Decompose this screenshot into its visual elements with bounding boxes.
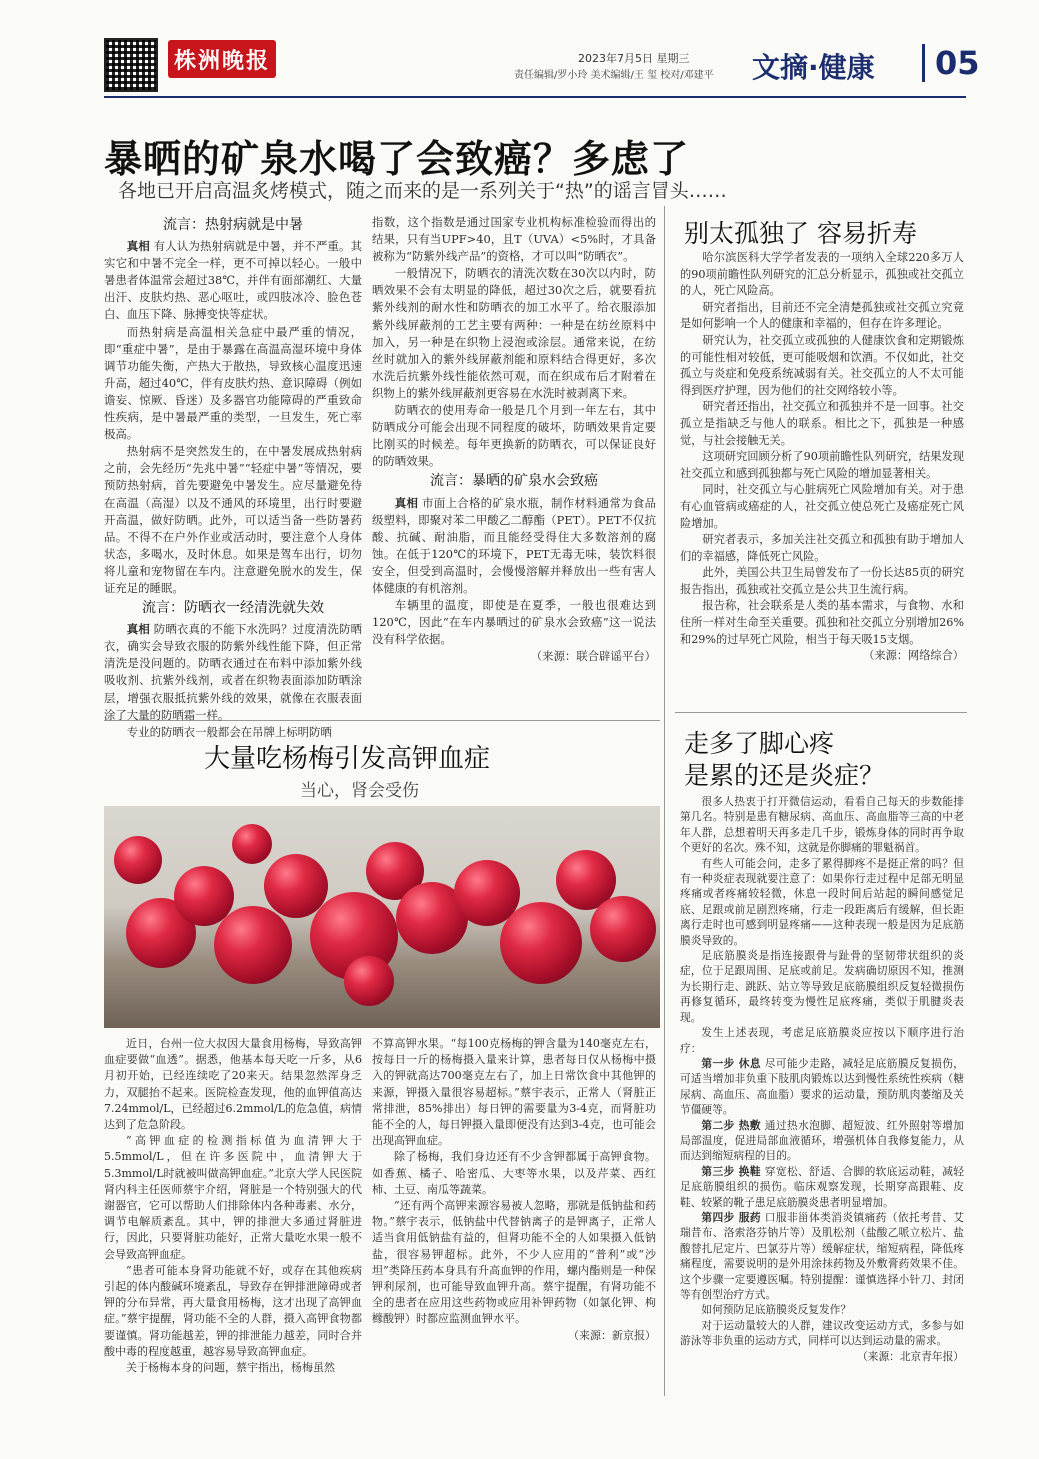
page-number: 05 [922, 44, 980, 82]
loneliness-headline: 别太孤独了 容易折寿 [684, 219, 917, 248]
paragraph: 第三步 换鞋 穿宽松、舒适、合脚的软底运动鞋，减轻足底筋膜组织的损伤。临床观察发现，长期穿高跟鞋、皮鞋、较紧的靴子患足底筋膜炎患者明显增加。 [680, 1164, 964, 1209]
paragraph: 第四步 服药 口服非甾体类消炎镇痛药（依托考昔、艾瑞昔布、洛索洛芬钠片等）及肌松剂（盐酸乙哌立松片、盐酸替扎尼定片、巴氯芬片等）缓解症状，缩短病程，降低疼痛程度，需要说明的是外用涂抹药物及外敷膏药效果不佳。这个步骤一定要遵医嘱。特别提醒：谨慎选择小针刀、封闭等有创型治疗方式。 [680, 1210, 964, 1301]
rumor-heading-3: 流言：暴晒的矿泉水会致癌 [430, 473, 598, 490]
paragraph: 真相 市面上合格的矿泉水瓶，制作材料通常为食品级塑料，即聚对苯二甲酸乙二醇酯（PET）。PET不仅抗酸、抗碱、耐油脂，而且能经受得住大多数溶剂的腐蚀。在低于120℃的环境下，PET无毒无味，装饮料很安全，但受到高温时，会慢慢溶解并释放出一些有害人体健康的有机溶剂。 [372, 495, 656, 595]
paragraph: 足底筋膜炎是指连接跟骨与趾骨的坚韧带状组织的炎症，位于足跟周围、足底或前足。发病确切原因不知，推测为长期行走、跳跃、站立等导致足底筋膜组织反复轻微损伤再修复循环，最终转变为慢性足底疼痛，类似于肌腱炎表现。 [680, 949, 964, 1024]
paragraph: 而热射病是高温相关急症中最严重的情况，即“重症中暑”，是由于暴露在高温高湿环境中身体调节功能失衡，产热大于散热，导致核心温度迅速升高，超过40℃，伴有皮肤灼热、意识障碍（例如谵妄、惊厥、昏迷）及多器官功能障碍的严重致命性疾病，是中暑最严重的类型，一旦发生，死亡率极高。 [104, 324, 362, 442]
main-subheadline: 各地已开启高温炙烤模式，随之而来的是一系列关于“热”的谣言冒头…… [118, 180, 727, 202]
paragraph: 防晒衣的使用寿命一般是几个月到一年左右，其中防晒成分可能会出现不同程度的破坏，防晒效果肯定要比刚买的时候差。每年更换新的防晒衣，可以保证良好的防晒效果。 [372, 403, 656, 469]
paragraph: 一般情况下，防晒衣的清洗次数在30次以内时，防晒效果不会有太明显的降低，超过30次之后，就要看抗紫外线剂的耐水性和防晒衣的加工水平了。给衣服添加紫外线屏蔽剂的工艺主要有两种：一种是在纺丝原料中加入，另一种是在织物上浸泡或涂层。通常来说，在纺丝时就加入的紫外线屏蔽剂能和原料结合得更好，多次水洗后抗紫外线性能依然可观，而在织成布后才附着在织物上的紫外线屏蔽剂更容易在水洗时被剥离下来。 [372, 266, 656, 400]
paragraph: 哈尔滨医科大学学者发表的一项纳入全球220多万人的90项前瞻性队列研究的汇总分析显示，孤独或社交孤立的人，死亡风险高。 [680, 251, 964, 298]
bayberry-article-col2 [372, 1036, 656, 1344]
paragraph: 这项研究回顾分析了90项前瞻性队列研究，结果发现社交孤立和感到孤独都与死亡风险的增加显著相关。 [680, 450, 964, 480]
foot-pain-article [680, 794, 964, 1364]
paragraph: 同时，社交孤立与心脏病死亡风险增加有关。对于患有心血管病或癌症的人，社交孤立使总死亡及癌症死亡风险增加。 [680, 483, 964, 530]
paragraph: 对于运动量较大的人群，建议改变运动方式，多参与如游泳等非负重的运动方式，同样可以达到运动量的需求。 [680, 1318, 964, 1348]
main-headline: 暴晒的矿泉水喝了会致癌？多虑了 [104, 137, 690, 181]
paragraph: 第二步 热敷 通过热水泡脚、超短波、红外照射等增加局部温度，促进局部血液循环，增强机体自我修复能力，从而达到缩短病程的目的。 [680, 1118, 964, 1163]
loneliness-article [680, 250, 964, 665]
paragraph: 此外，美国公共卫生局曾发布了一份长达85页的研究报告指出，孤独或社交孤立是公共卫生流行病。 [680, 566, 964, 596]
paragraph: 关于杨梅本身的问题，蔡宇指出，杨梅虽然 [126, 1361, 335, 1375]
paragraph: 发生上述表现，考虑足底筋膜炎应按以下顺序进行治疗： [680, 1026, 964, 1055]
bayberry-photo [104, 806, 660, 1028]
paragraph: 车辆里的温度，即使是在夏季，一般也很难达到120℃，因此“在车内暴晒过的矿泉水会致癌”这一说法没有科学依据。 [372, 598, 656, 647]
paragraph: 专业的防晒衣一般都会在吊牌上标明防晒 [126, 724, 332, 739]
paragraph: 第一步 休息 尽可能少走路，减轻足底筋膜反复损伤，可适当增加非负重下肢肌肉锻炼以达到慢性系统性疾病（糖尿病、高血压、高血脂）要求的运动量，预防肌肉萎缩及关节僵硬等。 [680, 1056, 964, 1117]
paragraph: 如何预防足底筋膜炎反复发作？ [701, 1303, 852, 1317]
paragraph: 除了杨梅，我们身边还有不少含钾都属于高钾食物。如香蕉、橘子、哈密瓜、大枣等水果，以及芹菜、西红柿、土豆、南瓜等蔬菜。 [372, 1150, 656, 1196]
rumor-heading-1: 流言：热射病就是中暑 [163, 217, 303, 233]
qr-code [104, 38, 158, 92]
paragraph: “患者可能本身肾功能就不好，或存在其他疾病引起的体内酸碱环境紊乱，导致存在钾排泄障碍或者钾的分布异常，再大量食用杨梅，这才出现了高钾血症。”蔡宇提醒，肾功能不全的人群，摄入高钾食物都要谨慎。肾功能越差，钾的排泄能力越差，同时合并酸中毒的程度越重，越容易导致高钾血症。 [104, 1263, 362, 1358]
header-rule [104, 96, 966, 98]
paragraph: 有些人可能会问，走多了累得脚疼不是挺正常的吗？但有一种炎症表现就要注意了：如果你行走过程中足部无明显疼痛或者疼痛较轻微，休息一段时间后站起的瞬间感觉足底、足跟或前足剧烈疼痛，行走一段距离后有缓解，但长距离行走时也可感到明显疼痛——这种表现一般是因为足底筋膜炎导致的。 [680, 856, 964, 947]
bayberry-subheadline: 当心，肾会受伤 [300, 781, 419, 801]
paragraph: 研究者表示，多加关注社交孤立和孤独有助于增加人们的幸福感，降低死亡风险。 [680, 533, 964, 563]
rumor-article-col1 [104, 214, 362, 741]
section-name: 文摘·健康 [752, 51, 875, 84]
paragraph: 指数，这个指数是通过国家专业机构标准检验而得出的结果，只有当UPF>40，且T（UVA）<5%时，才具备被称为“防紫外线产品”的资格，才可以叫“防晒衣”。 [372, 215, 656, 264]
paragraph: 真相 有人认为热射病就是中暑，并不严重。其实它和中暑不完全一样，更不可掉以轻心。一般中暑患者体温常会超过38℃，并伴有面部潮红、大量出汗、皮肤灼热、恶心呕吐，或四肢冰冷、脸色苍白、血压下降、脉搏变快等症状。 [104, 239, 362, 322]
bayberry-headline: 大量吃杨梅引发高钾血症 [204, 744, 491, 774]
newspaper-logo: 株洲晚报 [168, 40, 276, 78]
source-credit: （来源：联合辟谣平台） [530, 649, 656, 664]
paragraph: 不算高钾水果。“每100克杨梅的钾含量为140毫克左右，按每日一斤的杨梅摄入量来计算，患者每日仅从杨梅中摄入的钾就高达700毫克左右了，加上日常饮食中其他钾的来源，钾摄入量很容易超标。”蔡宇表示，正常人（肾脏正常排泄，85%排出）每日钾的需要量为3-4克，而肾脏功能不全的人，每日钾摄入量即便没有达到3-4克，也可能会出现高钾血症。 [372, 1037, 656, 1148]
rumor-heading-2: 流言：防晒衣一经清洗就失效 [142, 600, 324, 617]
paragraph: 真相 防晒衣真的不能下水洗吗？过度清洗防晒衣，确实会导致衣服的防紫外线性能下降，但正常清洗是没问题的。防晒衣通过在布料中添加紫外线吸收剂、抗紫外线剂，或者在织物表面添加防晒涂层，增强衣服抵抗紫外线的效果，就像在衣服表面涂了大量的防晒霜一样。 [104, 622, 362, 722]
editor-credits: 责任编辑/罗小玲 美术编辑/王 玺 校对/邓建平 [514, 70, 714, 81]
foot-pain-headline-1: 走多了脚心疼 [684, 729, 835, 758]
paragraph: “还有两个高钾来源容易被人忽略，那就是低钠盐和药物。”蔡宇表示，低钠盐中代替钠离子的是钾离子，正常人适当食用低钠盐有益的，但肾功能不全的人如果摄入低钠盐，很容易钾超标。此外，不少人应用的“普利”或“沙坦”类降压药本身具有升高血钾的作用，螺内酯则是一种保钾利尿剂，也可能导致血钾升高。蔡宇提醒，有肾功能不全的患者在应用这些药物或应用补钾药物（如氯化钾、枸橼酸钾）时都应监测血钾水平。 [372, 1199, 656, 1326]
source-credit: （来源：北京青年报） [857, 1349, 964, 1363]
bayberry-article-col1 [104, 1036, 362, 1376]
paragraph: 研究认为，社交孤立或孤独的人健康饮食和定期锻炼的可能性相对较低，更可能吸烟和饮酒。不仅如此，社交孤立与炎症和免疫系统减弱有关。社交孤立的人不太可能得到医疗护理，因为他们的社交网络较小等。 [680, 333, 964, 397]
paragraph: 研究者还指出，社交孤立和孤独并不是一回事。社交孤立是指缺乏与他人的联系。相比之下，孤独是一种感觉，与社会接触无关。 [680, 400, 964, 447]
paragraph: 研究者指出，目前还不完全清楚孤独或社交孤立究竟是如何影响一个人的健康和幸福的，但存在许多理论。 [680, 300, 964, 331]
foot-pain-headline-2: 是累的还是炎症？ [684, 761, 885, 790]
column-divider [664, 206, 665, 1396]
paragraph: 很多人热衷于打开微信运动，看看自己每天的步数能排第几名。特别是患有糖尿病、高血压、高血脂等三高的中老年人群，总想着明天再多走几千步，锻炼身体的同时再争取个更好的名次。殊不知，这就是你脚痛的罪魁祸首。 [680, 795, 964, 855]
issue-date: 2023年7月5日 星期三 [578, 52, 690, 65]
source-credit: （来源：网络综合） [863, 649, 964, 663]
paragraph: “高钾血症的检测指标值为血清钾大于5.5mmol/L，但在许多医院中，血清钾大于5.3mmol/L时就被叫做高钾血症。”北京大学人民医院肾内科主任医师蔡宇介绍，肾脏是一个特别强大的代谢器官，它可以帮助人们排除体内各种毒素、水分，调节电解质紊乱。其中，钾的排泄大多通过肾脏进行，因此，只要肾脏功能好，正常大量吃水果一般不会导致高钾血症。 [104, 1134, 362, 1261]
paragraph: 热射病不是突然发生的，在中暑发展成热射病之前，会先经历“先兆中暑”“轻症中暑”等情况，要预防热射病，首先要避免中暑发生。应尽量避免待在高温（高湿）以及不通风的环境里，出行时要避开高温，做好防晒。此外，可以适当备一些防暑药品。不得不在户外作业或活动时，要注意个人身体状态，多喝水，及时休息。如果是驾车出行，切勿将儿童和宠物留在车内。注意避免脱水的发生，保证充足的睡眠。 [104, 444, 362, 595]
paragraph: 近日，台州一位大叔因大量食用杨梅，导致高钾血症要做“血透”。据悉，他基本每天吃一斤多，从6月初开始，已经连续吃了20来天。结果忽然浑身乏力，双腿抬不起来。医院检查发现，他的血钾值高达7.24mmol/L，已经超过6.2mmol/L的危急值，病情达到了危急阶段。 [104, 1037, 363, 1132]
rumor-article-col2 [372, 214, 656, 665]
source-credit: （来源：新京报） [568, 1328, 656, 1342]
article-divider-right [675, 712, 967, 713]
paragraph: 报告称，社会联系是人类的基本需求，与食物、水和住所一样对生命至关重要。孤独和社交孤立分别增加26%和29%的过早死亡风险，相当于每天吸15支烟。 [680, 599, 964, 646]
